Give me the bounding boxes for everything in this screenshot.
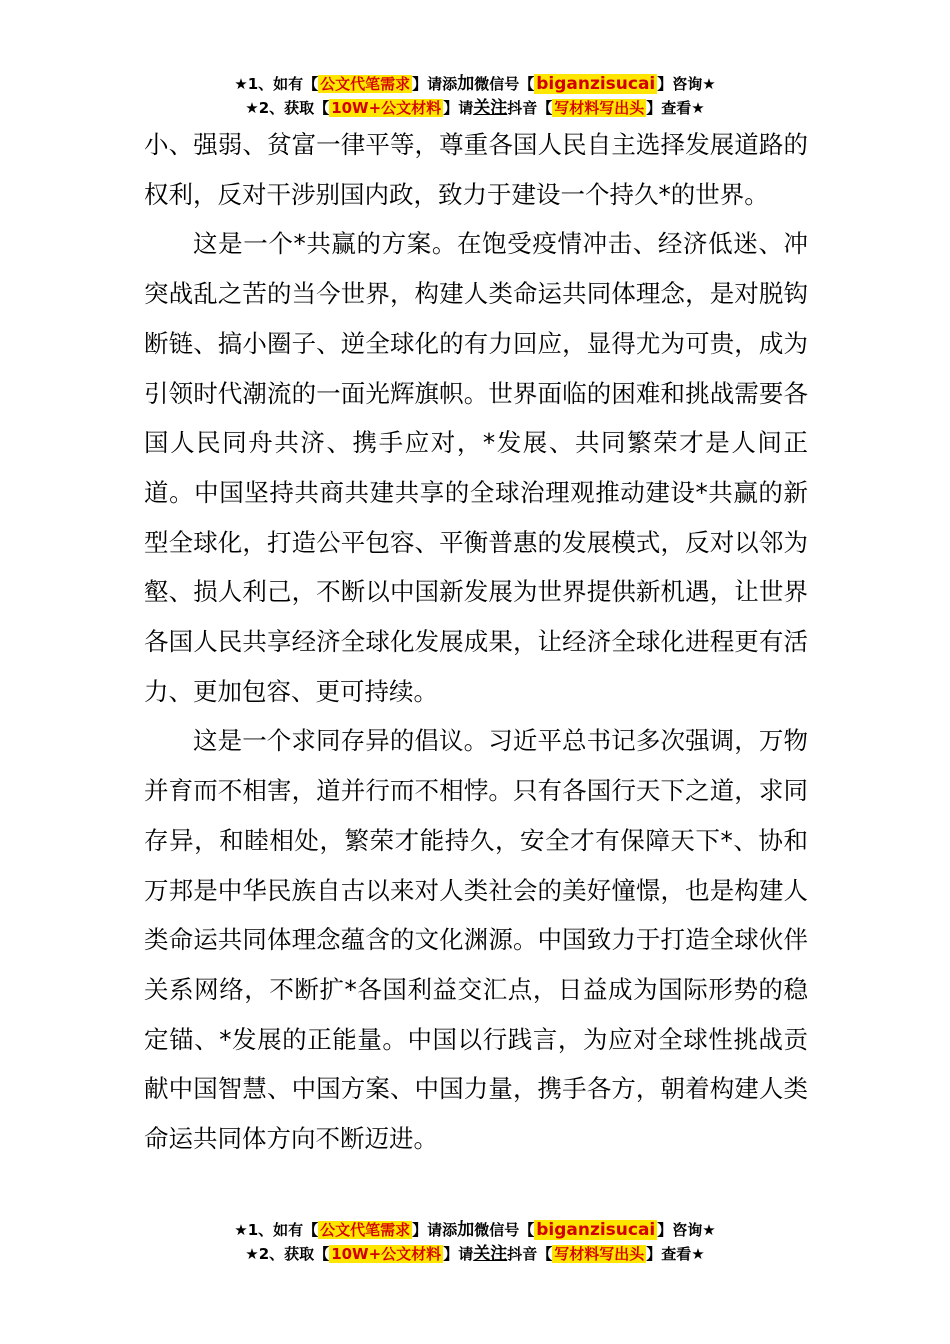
footer-line-1-emphasis: 加 xyxy=(457,1220,475,1240)
banner-line-2-mid-b: 抖音【 xyxy=(507,99,553,117)
footer-materials-highlight: 10W+公文材料 xyxy=(331,1245,442,1263)
footer-wechat-id-highlight: biganzisucai xyxy=(536,1220,656,1240)
footer-banner-line-2 xyxy=(0,1242,950,1266)
footer-line-1-mid: 】请添 xyxy=(412,1221,458,1239)
paragraph-continuation: 小、强弱、贫富一律平等，尊重各国人民自主选择发展道路的权利，反对干涉别国内政，致力于建设一个持久*的世界。 xyxy=(144,130,808,209)
banner-line-1-suffix: 】咨询★ xyxy=(657,75,716,93)
footer-line-1-suffix: 】咨询★ xyxy=(657,1221,716,1239)
footer-line-2-prefix: ★2、获取【 xyxy=(245,1245,330,1263)
banner-line-1 xyxy=(0,72,950,96)
douyin-account-highlight: 写材料写出头 xyxy=(554,99,645,117)
footer-banner-line-1 xyxy=(0,1218,950,1242)
footer-line-2-suffix: 】查看★ xyxy=(646,1245,705,1263)
footer-line-2-emphasis: 关注 xyxy=(473,1244,508,1264)
footer-line-2-mid-b: 抖音【 xyxy=(507,1245,553,1263)
banner-line-1-emphasis: 加 xyxy=(457,74,475,94)
wechat-id-highlight: biganzisucai xyxy=(536,74,656,94)
header-banner xyxy=(0,72,950,120)
footer-douyin-account-highlight: 写材料写出头 xyxy=(554,1245,645,1263)
footer-line-2-mid: 】请 xyxy=(443,1245,474,1263)
document-body xyxy=(144,120,808,1164)
banner-line-1-prefix: ★1、如有【 xyxy=(234,75,319,93)
banner-line-1-mid: 】请添 xyxy=(412,75,458,93)
banner-line-2-prefix: ★2、获取【 xyxy=(245,99,330,117)
paragraph-win-win-plan: 这是一个*共赢的方案。在饱受疫情冲击、经济低迷、冲突战乱之苦的当今世界，构建人类命运共同体理念，是对脱钩断链、搞小圈子、逆全球化的有力回应，显得尤为可贵，成为引领时代潮流的一面光辉旗帜。世界面临的困难和挑战需要各国人民同舟共济、携手应对，*发展、共同繁荣才是人间正道。中国坚持共商共建共享的全球治理观推动建设*共赢的新型全球化，打造公平包容、平衡普惠的发展模式，反对以邻为壑、损人利己，不断以中国新发展为世界提供新机遇，让世界各国人民共享经济全球化发展成果，让经济全球化进程更有活力、更加包容、更可持续。 xyxy=(144,229,808,706)
footer-line-1-mid-b: 微信号【 xyxy=(474,1221,535,1239)
paragraph-common-ground-initiative: 这是一个求同存异的倡议。习近平总书记多次强调，万物并育而不相害，道并行而不相悖。只有各国行天下之道，求同存异，和睦相处，繁荣才能持久，安全才有保障天下*、协和万邦是中华民族自古以来对人类社会的美好憧憬，也是构建人类命运共同体理念蕴含的文化渊源。中国致力于打造全球伙伴关系网络，不断扩*各国利益交汇点，日益成为国际形势的稳定锚、*发展的正能量。中国以行践言，为应对全球性挑战贡献中国智慧、中国方案、中国力量，携手各方，朝着构建人类命运共同体方向不断迈进。 xyxy=(144,726,808,1154)
banner-line-2-suffix: 】查看★ xyxy=(646,99,705,117)
ghostwriting-highlight: 公文代笔需求 xyxy=(320,75,411,93)
banner-line-2 xyxy=(0,96,950,120)
footer-banner xyxy=(0,1218,950,1266)
materials-highlight: 10W+公文材料 xyxy=(331,99,442,117)
footer-line-1-prefix: ★1、如有【 xyxy=(234,1221,319,1239)
banner-line-2-emphasis: 关注 xyxy=(473,98,508,118)
banner-line-2-mid: 】请 xyxy=(443,99,474,117)
footer-ghostwriting-highlight: 公文代笔需求 xyxy=(320,1221,411,1239)
banner-line-1-mid-b: 微信号【 xyxy=(474,75,535,93)
